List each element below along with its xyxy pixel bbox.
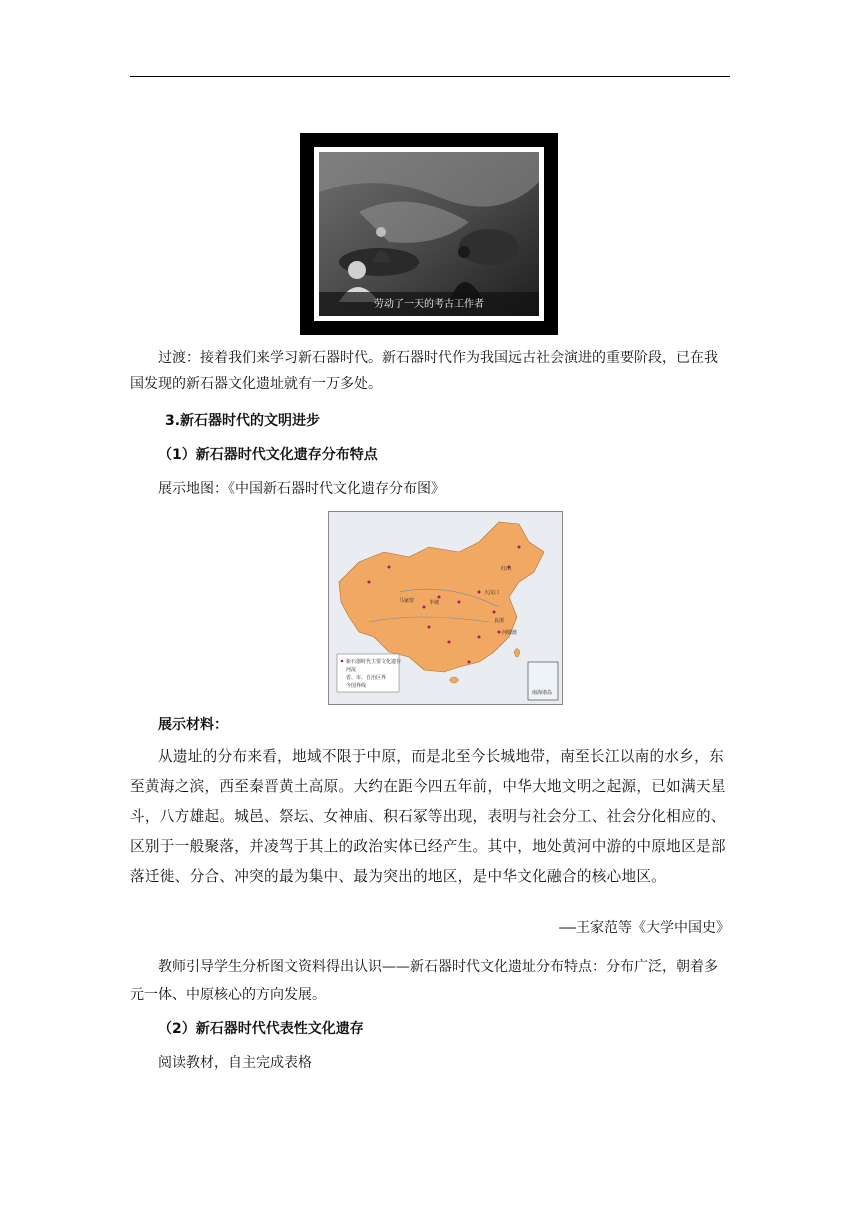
map-site-label: 马家窑 (399, 598, 415, 604)
section-title: 3.新石器时代的文明进步 (165, 413, 321, 429)
svg-text:新石器时代主要文化遗存: 新石器时代主要文化遗存 (346, 659, 402, 665)
transition-paragraph: 过渡：接着我们来学习新石器时代。新石器时代作为我国远古社会演进的重要阶段，已在我国发现的新石器文化遗址就有一万多处。 (130, 350, 718, 392)
subsection-2-title: （2）新石器时代代表性文化遗存 (158, 1021, 364, 1037)
photo-image (319, 152, 539, 316)
svg-text:今国界线: 今国界线 (346, 683, 367, 689)
reading-task: 阅读教材，自主完成表格 (158, 1055, 312, 1071)
materials-text: 从遗址的分布来看，地域不限于中原，而是北至今长城地带，南至长江以南的水乡，东至黄海之滨，西至秦晋黄土高原。大约在距今四五年前，中华大地文明之起源，已如满天星斗，八方雄起。城邑、祭坛、女神庙、积石冢等出现，表明与社会分工、社会分化相应的、区别于一般聚落，并凌驾于其上的政治实体已经产生。其中，地处黄河中游的中原地区是部落迁徙、分合、冲突的最为集中、最为突出的地区，是中华文化融合的核心地区。 (130, 748, 726, 885)
map-site-label: 良渚 (494, 618, 505, 624)
map-site-label: 河姆渡 (502, 630, 518, 636)
svg-text:南海诸岛: 南海诸岛 (532, 690, 553, 696)
materials-source: ——王家范等《大学中国史》 (559, 920, 730, 936)
map-legend (337, 654, 401, 692)
map-inset (528, 662, 558, 700)
materials-title: 展示材料： (158, 717, 228, 733)
subsection-1-title: （1）新石器时代文化遗存分布特点 (158, 447, 378, 463)
teacher-note: 教师引导学生分析图文资料得出认识——新石器时代文化遗址分布特点：分布广泛，朝着多元一体、中原核心的方向发展。 (130, 959, 718, 1003)
header-rule (130, 76, 730, 77)
map-site-label: 半坡 (429, 600, 440, 606)
archaeologists-photo (300, 133, 558, 335)
photo-caption: 劳动了一天的考古工作者 (374, 299, 484, 310)
svg-text:省、市、自治区界: 省、市、自治区界 (346, 675, 387, 681)
svg-text:河流: 河流 (346, 667, 357, 673)
neolithic-sites-map (328, 511, 563, 705)
map-site-label: 大汶口 (484, 590, 500, 596)
map-intro: 展示地图：《中国新石器时代文化遗存分布图》 (158, 481, 445, 497)
map-site-label: 红山 (501, 566, 512, 572)
